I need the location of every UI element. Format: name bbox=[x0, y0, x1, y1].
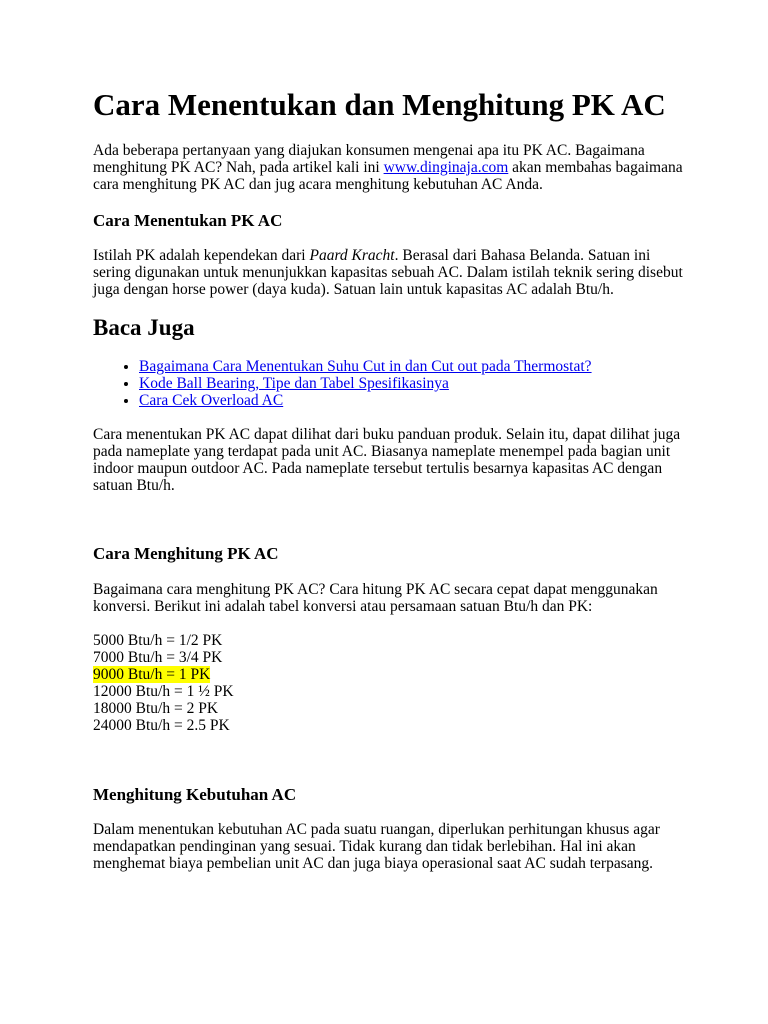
site-link[interactable]: www.dinginaja.com bbox=[383, 159, 509, 176]
conversion-line-highlighted bbox=[93, 666, 683, 683]
conversion-line: 12000 Btu/h = 1 ½ PK bbox=[93, 683, 234, 700]
related-link-ball-bearing[interactable]: Kode Ball Bearing, Tipe dan Tabel Spesifikasinya bbox=[139, 375, 449, 392]
kebutuhan-paragraph: Dalam menentukan kebutuhan AC pada suatu ruangan, diperlukan perhitungan khusus agar mendapatkan pendinginan yang sesuai. Tidak kurang dan tidak berlebihan. Hal ini akan menghemat biaya pembelian unit AC dan juga biaya operasional saat AC sudah terpasang. bbox=[93, 821, 660, 872]
related-link-thermostat[interactable]: Bagaimana Cara Menentukan Suhu Cut in dan Cut out pada Thermostat? bbox=[139, 358, 592, 375]
intro-paragraph bbox=[93, 142, 683, 193]
conversion-intro-paragraph: Bagaimana cara menghitung PK AC? Cara hitung PK AC secara cepat dapat menggunakan konversi. Berikut ini adalah tabel konversi atau persamaan satuan Btu/h dan PK: bbox=[93, 581, 658, 615]
article-body bbox=[93, 86, 683, 872]
conversion-line: 24000 Btu/h = 2.5 PK bbox=[93, 717, 230, 734]
article-title: Cara Menentukan dan Menghitung PK AC bbox=[93, 87, 666, 122]
related-link-item bbox=[139, 375, 683, 392]
nameplate-paragraph: Cara menentukan PK AC dapat dilihat dari buku panduan produk. Selain itu, dapat dilihat juga pada nameplate yang terdapat pada unit AC. Biasanya nameplate menempel pada bagian unit indoor maupun outdoor AC. Pada nameplate tersebut tertulis besarnya kapasitas AC dengan satuan Btu/h. bbox=[93, 426, 681, 494]
intro-text-end: akan membahas bagaimana cara menghitung PK AC dan jug acara menghitung kebutuhan AC Anda. bbox=[93, 159, 683, 193]
pk-definition-paragraph bbox=[93, 247, 683, 298]
section-heading-menghitung: Cara Menghitung PK AC bbox=[93, 544, 279, 563]
highlighted-text: 9000 Btu/h = 1 PK bbox=[93, 666, 211, 683]
conversion-line: 18000 Btu/h = 2 PK bbox=[93, 700, 219, 717]
paard-kracht-term: Paard Kracht bbox=[309, 247, 395, 264]
pk-definition-end: . Berasal dari Bahasa Belanda. Satuan ini sering digunakan untuk menunjukkan kapasitas sebuah AC. Dalam istilah teknik sering disebut juga dengan horse power (daya kuda). Satuan lain untuk kapasitas AC adalah Btu/h. bbox=[93, 247, 683, 298]
conversion-list bbox=[93, 632, 683, 734]
pk-definition-start: Istilah PK adalah kependekan dari bbox=[93, 247, 310, 264]
related-link-overload[interactable]: Cara Cek Overload AC bbox=[139, 392, 284, 409]
related-link-item bbox=[139, 358, 683, 375]
conversion-line: 7000 Btu/h = 3/4 PK bbox=[93, 649, 223, 666]
related-links-list bbox=[93, 358, 683, 409]
intro-text-start: Ada beberapa pertanyaan yang diajukan konsumen mengenai apa itu PK AC. Bagaimana menghitung PK AC? Nah, pada artikel kali ini bbox=[93, 142, 645, 176]
section-heading-kebutuhan: Menghitung Kebutuhan AC bbox=[93, 785, 297, 804]
related-link-item bbox=[139, 392, 683, 409]
baca-juga-heading: Baca Juga bbox=[93, 315, 195, 340]
conversion-line: 5000 Btu/h = 1/2 PK bbox=[93, 632, 223, 649]
section-heading-menentukan: Cara Menentukan PK AC bbox=[93, 211, 283, 230]
